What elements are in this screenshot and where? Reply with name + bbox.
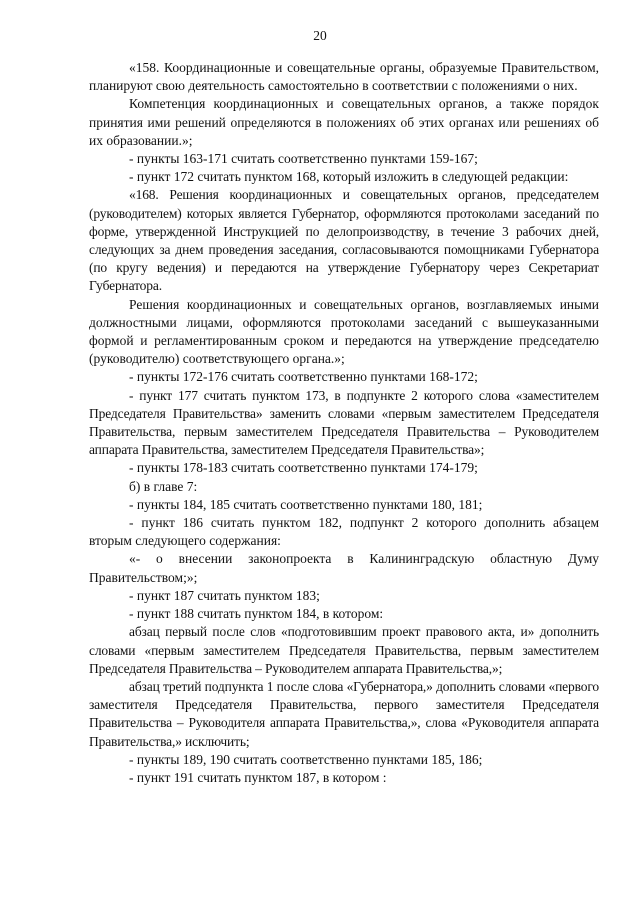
paragraph-item-187: - пункт 187 считать пунктом 183; [129,587,320,603]
paragraph-item-188: - пункт 188 считать пунктом 184, в котором: [129,606,384,622]
paragraph-item-186: - пункт 186 считать пунктом 182, подпункт 2 которого дополнить абзацем вторым следующего содержания: [89,515,599,549]
paragraph-items-163-171: - пункты 163-171 считать соответственно пунктами 159-167; [129,151,478,167]
paragraph-items-189-190: - пункты 189, 190 считать соответственно пунктами 185, 186; [129,751,483,767]
paragraph-items-172-176: - пункты 172-176 считать соответственно пунктами 168-172; [129,369,478,385]
paragraph-item-177: - пункт 177 считать пунктом 173, в подпункте 2 которого слова «заместителем Председателя Правительства» заменить словами «первым заместителем Председателя Правительства, первым заместителем Председателя Правительства – Руководителем аппарата Правительства, заместителем Председателя Правительства»; [89,387,599,458]
document-body [89,59,599,787]
paragraph-item-172: - пункт 172 считать пунктом 168, который изложить в следующей редакции: [129,169,569,185]
paragraph-158: «158. Координационные и совещательные органы, образуемые Правительством, планируют свою деятельность самостоятельно в соответствии с положениями о них. [89,60,599,94]
paragraph-168: «168. Решения координационных и совещательных органов, председателем (руководителем) которых является Губернатор, оформляются протоколами заседаний по форме, утвержденной Инструкцией по делопроизводству, в течение 3 рабочих дней, следующих за днем проведения заседания, согласовываются помощниками Губернатора (по кругу ведения) и передаются на утверждение Губернатору через Секретариат Губернатора. [89,187,599,294]
paragraph-third-abzac: абзац третий подпункта 1 после слова «Губернатора,» дополнить словами «первого заместителя Председателя Правительства, первого заместителя Председателя Правительства – Руководителя аппарата Правительства,», слова «Руководителя аппарата Правительства,» исключить; [89,678,599,749]
paragraph-chapter-7: б) в главе 7: [129,478,198,494]
paragraph-item-191: - пункт 191 считать пунктом 187, в котором : [129,769,387,785]
paragraph-law-draft: «- о внесении законопроекта в Калининградскую областную Думу Правительством;»; [89,551,599,585]
paragraph-first-abzac: абзац первый после слов «подготовившим проект правового акта, и» дополнить словами «первым заместителем Председателя Правительства, первым заместителем Председателя Правительства – Руководителем аппарата Правительства,»; [89,624,599,676]
paragraph-decisions: Решения координационных и совещательных органов, возглавляемых иными должностными лицами, оформляются протоколами заседаний с вышеуказанными формой и регламентированным сроком и передаются на утверждение председателю (руководителю) соответствующего органа.»; [89,296,599,367]
paragraph-items-184-185: - пункты 184, 185 считать соответственно пунктами 180, 181; [129,496,483,512]
page-number: 20 [313,28,327,43]
paragraph-items-178-183: - пункты 178-183 считать соответственно пунктами 174-179; [129,460,478,476]
paragraph-competence: Компетенция координационных и совещательных органов, а также порядок принятия ими решений определяются в положениях об этих органах или решениях об их образовании.»; [89,96,599,148]
